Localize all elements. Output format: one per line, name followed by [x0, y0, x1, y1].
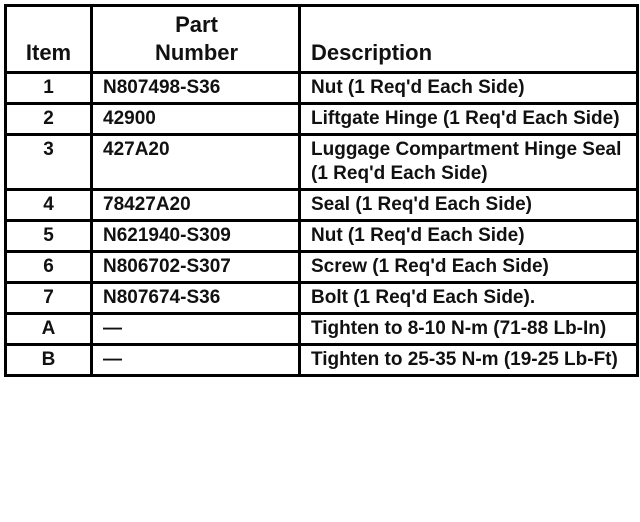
- cell-part-number: N807674-S36: [92, 283, 300, 314]
- cell-part-number: 42900: [92, 104, 300, 135]
- cell-item: 6: [6, 252, 92, 283]
- table-header: [6, 6, 638, 73]
- cell-item: 2: [6, 104, 92, 135]
- table-row: [6, 104, 638, 135]
- parts-table-container: [4, 4, 636, 377]
- cell-description: Tighten to 8-10 N-m (71-88 Lb-In): [300, 314, 638, 345]
- header-row: [6, 6, 638, 73]
- cell-item: 7: [6, 283, 92, 314]
- cell-part-number: N806702-S307: [92, 252, 300, 283]
- cell-part-number: N807498-S36: [92, 73, 300, 104]
- cell-description: Screw (1 Req'd Each Side): [300, 252, 638, 283]
- header-part-number: [92, 6, 300, 73]
- cell-part-number: —: [92, 345, 300, 376]
- table-row: [6, 135, 638, 190]
- table-row: [6, 283, 638, 314]
- cell-part-number: 427A20: [92, 135, 300, 190]
- cell-description: Nut (1 Req'd Each Side): [300, 221, 638, 252]
- cell-part-number: N621940-S309: [92, 221, 300, 252]
- table-body: [6, 73, 638, 376]
- cell-item: B: [6, 345, 92, 376]
- table-row: [6, 314, 638, 345]
- cell-part-number: 78427A20: [92, 190, 300, 221]
- header-part-line2: Number: [154, 40, 239, 65]
- cell-item: 5: [6, 221, 92, 252]
- table-row: [6, 73, 638, 104]
- header-part-line1: Part: [175, 12, 218, 37]
- table-row: [6, 190, 638, 221]
- cell-description: Seal (1 Req'd Each Side): [300, 190, 638, 221]
- cell-part-number: —: [92, 314, 300, 345]
- cell-description: Nut (1 Req'd Each Side): [300, 73, 638, 104]
- cell-description: Luggage Compartment Hinge Seal (1 Req'd Each Side): [300, 135, 638, 190]
- table-row: [6, 252, 638, 283]
- table-row: [6, 221, 638, 252]
- header-description: Description: [300, 6, 638, 73]
- cell-description: Bolt (1 Req'd Each Side).: [300, 283, 638, 314]
- cell-description: Liftgate Hinge (1 Req'd Each Side): [300, 104, 638, 135]
- parts-table: [4, 4, 639, 377]
- cell-item: 4: [6, 190, 92, 221]
- cell-item: A: [6, 314, 92, 345]
- header-item: Item: [6, 6, 92, 73]
- table-row: [6, 345, 638, 376]
- cell-description: Tighten to 25-35 N-m (19-25 Lb-Ft): [300, 345, 638, 376]
- cell-item: 3: [6, 135, 92, 190]
- cell-item: 1: [6, 73, 92, 104]
